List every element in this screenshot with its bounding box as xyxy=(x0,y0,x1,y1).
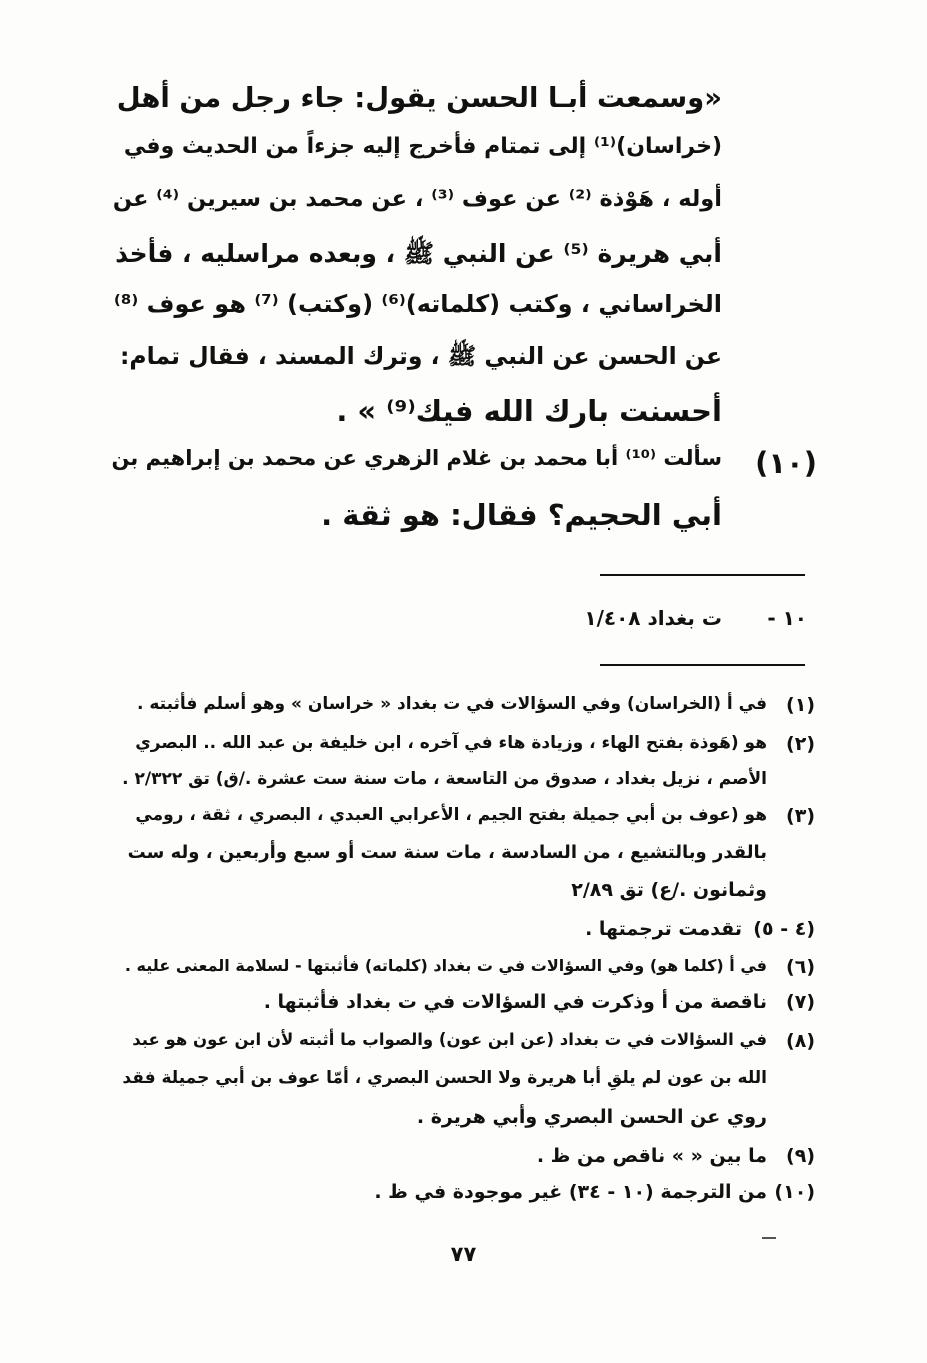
footnote-line: ما بين « » ناقص من ظ . xyxy=(536,1145,767,1167)
entry-number: (١٠) xyxy=(755,446,817,480)
divider-top xyxy=(600,574,805,576)
main-line: الخراساني ، وكتب (كلماته)⁽⁶⁾ (وكتب) ⁽⁷⁾ هو عوف ⁽⁸⁾ xyxy=(113,290,722,318)
footnote-line: وثمانون ./ع) تق ٢/٨٩ xyxy=(571,879,767,901)
footnote-number: (١٠) xyxy=(774,1181,815,1203)
margin-mark xyxy=(762,1237,776,1239)
footnote-number: (٢) xyxy=(786,733,815,755)
main-line: عن الحسن عن النبي ﷺ ، وترك المسند ، فقال تمام: xyxy=(119,342,722,370)
footnote-line: الله بن عون لم يلقِ أبا هريرة ولا الحسن البصري ، أمّا عوف بن أبي جميلة فقد xyxy=(122,1068,767,1088)
footnote-line: من الترجمة (١٠ - ٣٤) غير موجودة في ظ . xyxy=(374,1181,767,1203)
footnote-line: بالقدر وبالتشيع ، من السادسة ، مات سنة ست أو سبع وأربعين ، وله ست xyxy=(127,842,767,863)
footnote-line: في أ (كلما هو) وفي السؤالات في ت بغداد (كلماته) فأثبتها - لسلامة المعنى عليه . xyxy=(124,956,767,975)
main-line: أحسنت بارك الله فيك⁽⁹⁾ » . xyxy=(336,394,722,428)
footnote-line: هو (هَوذة بفتح الهاء ، وزيادة هاء في آخره ، ابن خليفة بن عبد الله .. البصري xyxy=(135,733,767,753)
footnote-line: روي عن الحسن البصري وأبي هريرة . xyxy=(416,1106,767,1128)
footnote-line: في السؤالات في ت بغداد (عن ابن عون) والصواب ما أثبته لأن ابن عون هو عبد xyxy=(132,1030,767,1049)
divider-bottom xyxy=(600,664,805,666)
page-number: ٧٧ xyxy=(450,1242,477,1266)
source-reference: ت بغداد ١/٤٠٨ xyxy=(584,606,722,630)
footnote-number: (٩) xyxy=(786,1145,815,1167)
main-line: أبي هريرة ⁽⁵⁾ عن النبي ﷺ ، وبعده مراسليه ، فأخذ xyxy=(115,239,722,268)
entry-line: سألت ⁽¹⁰⁾ أبا محمد بن غلام الزهري عن محمد بن إبراهيم بن xyxy=(111,446,722,470)
main-line: (خراسان)⁽¹⁾ إلى تمتام فأخرج إليه جزءاً من الحديث وفي xyxy=(123,134,722,159)
footnote-number: (٦) xyxy=(786,956,815,978)
footnote-number: (١) xyxy=(786,694,815,716)
footnote-number: (٤ - ٥) xyxy=(753,918,815,940)
footnote-number: (٨) xyxy=(786,1030,815,1052)
footnote-line: تقدمت ترجمتها . xyxy=(585,918,742,940)
footnote-line: في أ (الخراسان) وفي السؤالات في ت بغداد « خراسان » وهو أسلم فأثبته . xyxy=(136,694,767,714)
main-line: «وسمعت أبـا الحسن يقول: جاء رجل من أهل xyxy=(116,82,722,114)
footnote-line: هو (عوف بن أبي جميلة بفتح الجيم ، الأعرابي العبدي ، البصري ، ثقة ، رومي xyxy=(135,805,767,825)
entry-line: أبي الحجيم؟ فقال: هو ثقة . xyxy=(321,498,722,532)
footnote-number: (٣) xyxy=(786,805,815,827)
source-number: ١٠ - xyxy=(767,606,807,630)
footnote-number: (٧) xyxy=(786,991,815,1013)
footnote-line: ناقصة من أ وذكرت في السؤالات في ت بغداد فأثبتها . xyxy=(263,991,767,1013)
main-line: أوله ، هَوْذة ⁽²⁾ عن عوف ⁽³⁾ ، عن محمد بن سيرين ⁽⁴⁾ عن xyxy=(112,186,722,212)
footnote-line: الأصم ، نزيل بغداد ، صدوق من التاسعة ، مات سنة ست عشرة ./ق) تق ٢/٣٢٢ . xyxy=(122,769,767,789)
